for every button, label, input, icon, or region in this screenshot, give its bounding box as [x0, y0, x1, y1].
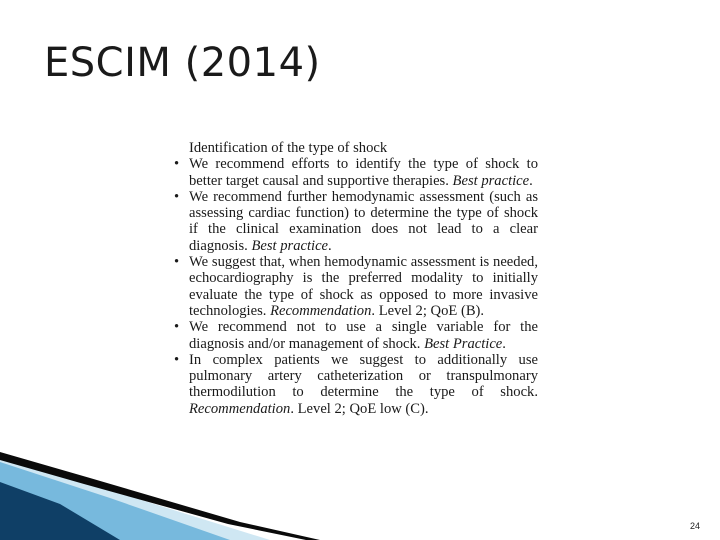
- recommendation-text: We recommend efforts to identify the type of shock to better target causal and supportive therapies.: [189, 156, 538, 189]
- recommendation-tail: . Level 2; QoE (B).: [371, 302, 485, 319]
- recommendation-list: [172, 156, 538, 417]
- bullet-icon: •: [174, 319, 180, 336]
- slide-swoosh-decoration: [0, 452, 720, 540]
- recommendation-tail: .: [328, 237, 332, 254]
- bullet-icon: •: [174, 188, 180, 205]
- page-number: 24: [690, 521, 701, 531]
- recommendation-item: [172, 352, 538, 417]
- bullet-icon: •: [174, 351, 180, 368]
- recommendation-tail: .: [502, 335, 506, 352]
- recommendation-item: [172, 189, 538, 254]
- recommendation-tail: . Level 2; QoE low (C).: [290, 400, 429, 417]
- recommendation-text: In complex patients we suggest to additionally use pulmonary artery catheterization or transpulmonary thermodilution to determine the type of shock.: [189, 351, 538, 401]
- recommendation-grade: Best practice: [251, 237, 329, 254]
- recommendation-item: [172, 319, 538, 352]
- slide-title: ESCIM (2014): [44, 40, 321, 86]
- recommendation-item: [172, 156, 538, 189]
- recommendation-grade: Best Practice: [424, 335, 503, 352]
- recommendation-item: [172, 254, 538, 319]
- recommendation-grade: Recommendation: [189, 400, 291, 417]
- recommendation-tail: .: [529, 172, 533, 189]
- recommendation-text: We recommend not to use a single variable for the diagnosis and/or management of shock.: [189, 319, 538, 352]
- bullet-icon: •: [174, 254, 180, 271]
- excerpt-heading: Identification of the type of shock: [189, 140, 388, 156]
- guideline-excerpt: [172, 140, 538, 417]
- recommendation-text: We suggest that, when hemodynamic assessment is needed, echocardiography is the preferred modality to initially evaluate the type of shock as opposed to more invasive technologies.: [189, 254, 538, 319]
- recommendation-grade: Recommendation: [270, 302, 372, 319]
- recommendation-text: We recommend further hemodynamic assessment (such as assessing cardiac function) to determine the type of shock if the clinical examination does not lead to a clear diagnosis.: [189, 188, 538, 254]
- recommendation-grade: Best practice: [452, 172, 530, 189]
- bullet-icon: •: [174, 156, 180, 173]
